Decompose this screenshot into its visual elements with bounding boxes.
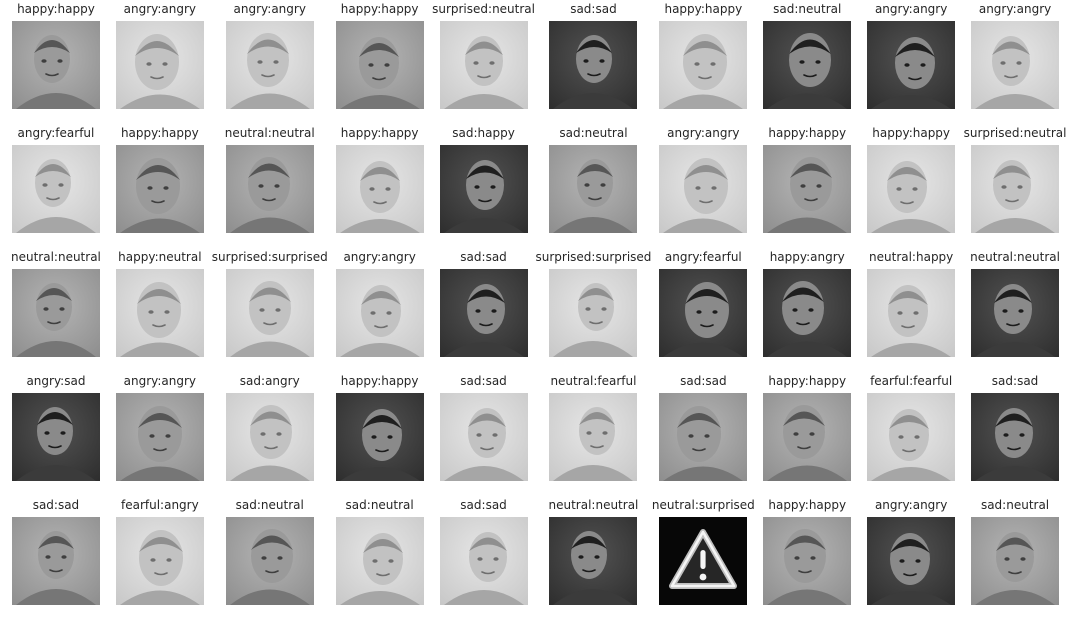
face-image: [336, 145, 424, 233]
tile-label: sad:neutral: [773, 2, 842, 16]
face-image: [659, 269, 747, 357]
face-image: [12, 517, 100, 605]
face-tile: [651, 498, 755, 620]
tile-label: sad:sad: [460, 498, 507, 512]
face-tile: [859, 2, 963, 126]
face-tile: [328, 498, 432, 620]
tile-label: happy:happy: [768, 498, 847, 512]
face-tile: [108, 374, 212, 498]
tile-label: neutral:neutral: [224, 126, 315, 140]
face-tile: [651, 374, 755, 498]
tile-label: neutral:neutral: [970, 250, 1060, 264]
face-tile: [755, 250, 859, 374]
face-image: [763, 269, 851, 357]
face-image: [549, 393, 637, 481]
tile-label: angry:angry: [343, 250, 416, 264]
face-image: [549, 145, 637, 233]
face-tile: [212, 2, 328, 126]
face-image: [971, 269, 1059, 357]
face-tile: [755, 498, 859, 620]
face-image: [12, 269, 100, 357]
tile-label: angry:angry: [978, 2, 1052, 16]
face-tile: [859, 126, 963, 250]
face-image: [659, 393, 747, 481]
face-image: [763, 21, 851, 109]
face-tile: [755, 126, 859, 250]
tile-label: sad:neutral: [345, 498, 414, 512]
face-image: [971, 21, 1059, 109]
tile-label: angry:angry: [123, 2, 197, 16]
face-tile: [536, 126, 652, 250]
face-image: [116, 393, 204, 481]
face-image: [867, 517, 955, 605]
face-tile: [4, 374, 108, 498]
face-tile: [328, 250, 432, 374]
tile-label: neutral:surprised: [651, 498, 755, 512]
face-tile: [963, 126, 1067, 250]
face-image: [659, 21, 747, 109]
tile-label: happy:angry: [769, 250, 845, 264]
tile-label: angry:angry: [233, 2, 306, 16]
face-tile: [328, 2, 432, 126]
face-tile: [536, 250, 652, 374]
tile-label: happy:happy: [768, 126, 847, 140]
face-image: [549, 269, 637, 357]
face-tile: [432, 374, 536, 498]
face-image: [116, 517, 204, 605]
face-image: [226, 145, 314, 233]
tile-label: surprised:neutral: [432, 2, 535, 16]
face-tile: [651, 126, 755, 250]
tile-label: angry:angry: [123, 374, 197, 388]
face-image: [116, 21, 204, 109]
tile-label: sad:sad: [991, 374, 1039, 388]
face-image: [763, 393, 851, 481]
tile-label: sad:happy: [452, 126, 515, 140]
face-tile: [755, 2, 859, 126]
tile-label: happy:neutral: [118, 250, 202, 264]
face-image: [971, 145, 1059, 233]
face-tile: [4, 250, 108, 374]
face-image: [226, 269, 314, 357]
warning-triangle-icon: [659, 517, 747, 605]
face-tile: [963, 250, 1067, 374]
tile-label: angry:angry: [874, 2, 948, 16]
tile-label: fearful:fearful: [870, 374, 953, 388]
face-tile: [212, 374, 328, 498]
face-image: [116, 145, 204, 233]
face-image: [336, 269, 424, 357]
face-image: [867, 145, 955, 233]
face-image: [549, 21, 637, 109]
face-image: [549, 517, 637, 605]
face-image: [867, 21, 955, 109]
tile-label: happy:happy: [340, 126, 419, 140]
face-tile: [859, 374, 963, 498]
face-image: [336, 517, 424, 605]
face-image: [440, 145, 528, 233]
face-image: [440, 517, 528, 605]
tile-label: sad:sad: [460, 250, 507, 264]
face-tile: [4, 126, 108, 250]
face-tile: [4, 498, 108, 620]
face-image: [12, 393, 100, 481]
tile-label: sad:neutral: [980, 498, 1050, 512]
tile-label: sad:angry: [239, 374, 300, 388]
face-image: [867, 269, 955, 357]
face-tile: [4, 2, 108, 126]
face-image: [226, 21, 314, 109]
face-tile: [536, 2, 652, 126]
face-tile: [432, 126, 536, 250]
face-image: [226, 517, 314, 605]
tile-label: surprised:neutral: [963, 126, 1067, 140]
tile-label: angry:angry: [667, 126, 740, 140]
face-image: [440, 269, 528, 357]
face-image: [763, 145, 851, 233]
tile-label: sad:sad: [32, 498, 80, 512]
tile-label: angry:angry: [874, 498, 948, 512]
face-image: [226, 393, 314, 481]
face-tile: [108, 126, 212, 250]
face-tile: [432, 498, 536, 620]
tile-label: happy:happy: [664, 2, 743, 16]
tile-label: sad:neutral: [559, 126, 628, 140]
face-tile: [963, 2, 1067, 126]
tile-label: sad:neutral: [235, 498, 304, 512]
face-image: [12, 21, 100, 109]
face-image: [440, 393, 528, 481]
tile-label: happy:happy: [872, 126, 951, 140]
tile-label: neutral:neutral: [548, 498, 639, 512]
face-tile: [755, 374, 859, 498]
face-tile: [212, 498, 328, 620]
face-tile: [108, 250, 212, 374]
face-tile: [651, 2, 755, 126]
tile-label: sad:sad: [680, 374, 727, 388]
tile-label: happy:happy: [120, 126, 199, 140]
face-image: [440, 21, 528, 109]
tile-label: surprised:surprised: [535, 250, 652, 264]
tile-label: neutral:happy: [869, 250, 954, 264]
face-image: [763, 517, 851, 605]
tile-label: happy:happy: [340, 2, 419, 16]
face-image: [336, 393, 424, 481]
face-tile: [212, 126, 328, 250]
face-image: [336, 21, 424, 109]
face-tile: [108, 2, 212, 126]
tile-label: happy:happy: [17, 2, 95, 16]
face-tile: [536, 498, 652, 620]
face-tile: [963, 498, 1067, 620]
face-tile: [328, 126, 432, 250]
face-tile: [108, 498, 212, 620]
face-image: [867, 393, 955, 481]
face-image: [659, 145, 747, 233]
tile-label: sad:sad: [460, 374, 507, 388]
tile-label: neutral:fearful: [550, 374, 637, 388]
tile-label: happy:happy: [340, 374, 419, 388]
tile-label: neutral:neutral: [11, 250, 101, 264]
face-tile: [859, 498, 963, 620]
face-tile: [212, 250, 328, 374]
tile-label: fearful:angry: [120, 498, 199, 512]
face-image: [971, 517, 1059, 605]
tile-label: surprised:surprised: [211, 250, 328, 264]
face-tile: [859, 250, 963, 374]
face-image: [116, 269, 204, 357]
tile-label: sad:sad: [570, 2, 617, 16]
face-tile: [963, 374, 1067, 498]
face-image: [971, 393, 1059, 481]
face-tile: [432, 2, 536, 126]
tile-label: angry:fearful: [664, 250, 742, 264]
face-tile: [536, 374, 652, 498]
face-tile: [432, 250, 536, 374]
face-tile: [328, 374, 432, 498]
face-tile: [651, 250, 755, 374]
tile-label: angry:fearful: [17, 126, 95, 140]
tile-label: happy:happy: [768, 374, 847, 388]
face-image: [12, 145, 100, 233]
tile-label: angry:sad: [26, 374, 86, 388]
